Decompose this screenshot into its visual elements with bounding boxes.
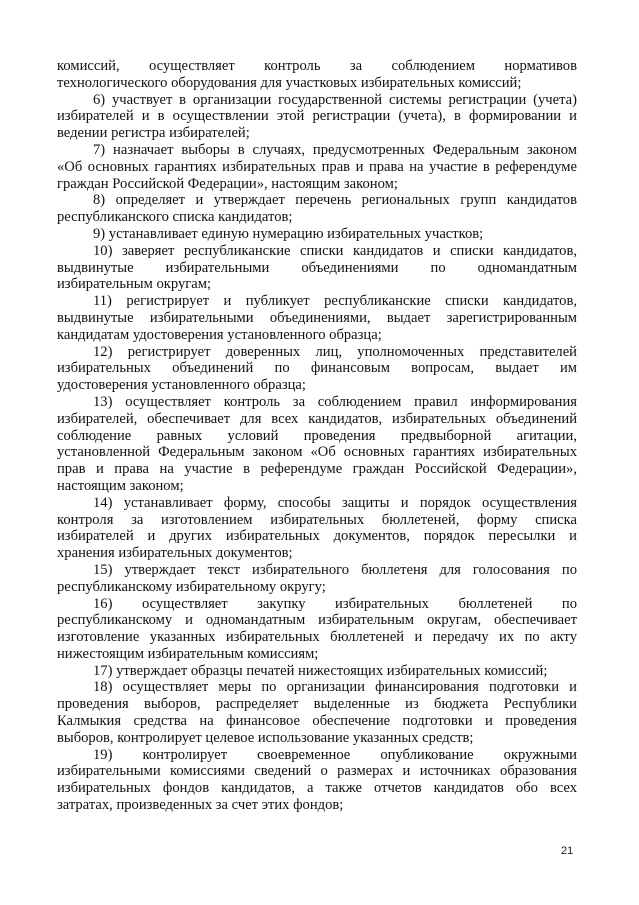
text-line: настоящим законом; <box>57 477 184 494</box>
text-line: «Об основных гарантиях избирательных прав и права на участие в референдуме <box>57 158 577 175</box>
text-line: республиканского списка кандидатов; <box>57 209 293 226</box>
text-line: избирательными комиссиями сведений о размерах и источниках образования <box>57 763 577 780</box>
text-line: избирателей и в осуществлении этой регистрации (учета), в формировании и <box>57 108 577 125</box>
paragraph <box>57 495 577 562</box>
text-line: удостоверения установленного образца; <box>57 377 306 394</box>
paragraph <box>57 747 577 814</box>
paragraph <box>57 142 577 192</box>
document-page <box>57 58 577 814</box>
text-line: контроля за изготовлением избирательных бюллетеней, форму списка <box>57 511 577 528</box>
text-line: 16) осуществляет закупку избирательных бюллетеней по <box>93 595 577 612</box>
text-line: кандидатам удостоверения установленного образца; <box>57 326 382 343</box>
text-line: 7) назначает выборы в случаях, предусмотренных Федеральным законом <box>93 141 577 158</box>
text-line: прав и права на участие в референдуме граждан Российской Федерации», <box>57 461 577 478</box>
paragraph <box>57 58 577 92</box>
text-line: избирательных фондов кандидатов, а также отчетов кандидатов обо всех <box>57 780 577 797</box>
text-line: 9) устанавливает единую нумерацию избирательных участков; <box>93 225 484 242</box>
text-line: 17) утверждает образцы печатей нижестоящих избирательных комиссий; <box>93 662 548 679</box>
text-line: 13) осуществляет контроль за соблюдением правил информирования <box>93 393 577 410</box>
text-line: нижестоящим избирательным комиссиям; <box>57 645 319 662</box>
text-line: 8) определяет и утверждает перечень региональных групп кандидатов <box>93 192 577 209</box>
text-line: 14) устанавливает форму, способы защиты и порядок осуществления <box>93 494 577 511</box>
paragraph <box>57 663 577 680</box>
text-line: выборов, контролирует целевое использование указанных средств; <box>57 729 474 746</box>
text-line: хранения избирательных документов; <box>57 545 293 562</box>
text-line: избирателей и других избирательных документов, порядок пересылки и <box>57 528 577 545</box>
paragraph <box>57 394 577 495</box>
text-line: затратах, произведенных за счет этих фондов; <box>57 797 344 814</box>
text-line: изготовление указанных избирательных бюллетеней и передачу их по акту <box>57 629 577 646</box>
text-line: 19) контролирует своевременное опубликование окружными <box>93 746 577 763</box>
text-line: избирательных объединений по финансовым вопросам, выдает им <box>57 360 577 377</box>
text-line: 6) участвует в организации государственной системы регистрации (учета) <box>93 91 577 108</box>
text-line: технологического оборудования для участковых избирательных комиссий; <box>57 74 522 91</box>
paragraph <box>57 344 577 394</box>
text-line: комиссий, осуществляет контроль за соблюдением нормативов <box>57 58 577 74</box>
paragraph <box>57 192 577 226</box>
paragraph <box>57 226 577 243</box>
text-line: граждан Российской Федерации», настоящим законом; <box>57 175 398 192</box>
paragraph <box>57 679 577 746</box>
text-line: республиканскому и одномандатным избирательным округам, обеспечивает <box>57 612 577 629</box>
text-line: проведения выборов, распределяет выделенные из бюджета Республики <box>57 696 577 713</box>
text-line: ведении регистра избирателей; <box>57 125 250 142</box>
text-line: республиканскому избирательному округу; <box>57 578 326 595</box>
paragraph <box>57 562 577 596</box>
text-line: 15) утверждает текст избирательного бюллетеня для голосования по <box>93 561 577 578</box>
paragraph <box>57 293 577 343</box>
text-line: выдвинутые избирательными объединениями, выдает зарегистрированным <box>57 309 577 326</box>
text-line: избирателей, обеспечивает для всех кандидатов, избирательных объединений <box>57 410 577 427</box>
text-line: установленной Федеральным законом «Об основных гарантиях избирательных <box>57 444 577 461</box>
paragraph <box>57 596 577 663</box>
text-line: выдвинутые избирательными объединениями по одномандатным <box>57 259 577 276</box>
text-line: Калмыкия средства на финансовое обеспечение подготовки и проведения <box>57 713 577 730</box>
text-line: 11) регистрирует и публикует республиканские списки кандидатов, <box>93 293 577 310</box>
text-line: избирательным округам; <box>57 276 212 293</box>
text-line: 12) регистрирует доверенных лиц, уполномоченных представителей <box>93 343 577 360</box>
paragraph <box>57 243 577 293</box>
text-line: соблюдение равных условий проведения предвыборной агитации, <box>57 427 577 444</box>
text-line: 18) осуществляет меры по организации финансирования подготовки и <box>93 679 577 696</box>
text-line: 10) заверяет республиканские списки кандидатов и списки кандидатов, <box>93 242 577 259</box>
page-number: 21 <box>561 845 574 857</box>
paragraph <box>57 92 577 142</box>
